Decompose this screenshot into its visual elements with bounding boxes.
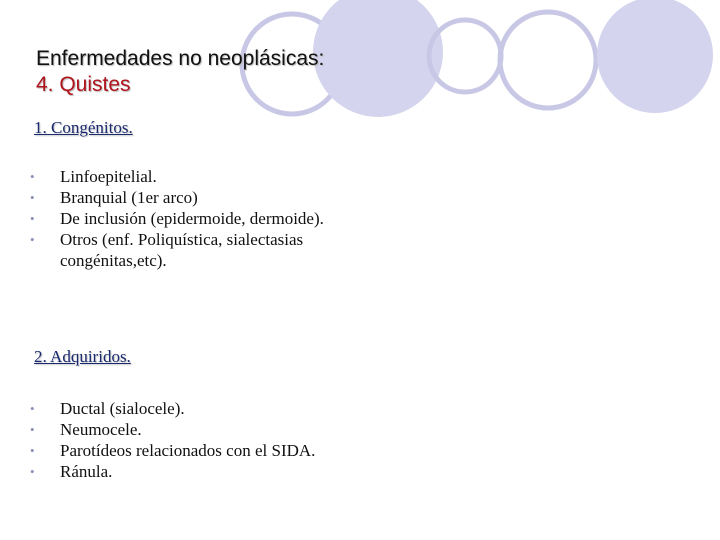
bullet-icon: • <box>30 211 35 226</box>
bullet-icon: • <box>30 422 35 437</box>
bullet-icon: • <box>30 232 35 247</box>
bullet-icon: • <box>30 464 35 479</box>
section-heading-adquiridos: 2. Adquiridos. <box>34 347 131 366</box>
list-item: • Branquial (1er arco) <box>30 188 198 207</box>
list-item: • Linfoepitelial. <box>30 167 157 186</box>
section-heading-congenitos: 1. Congénitos. <box>34 118 133 137</box>
list-item: • Ránula. <box>30 462 113 481</box>
bullet-icon: • <box>30 169 35 184</box>
title-line-2: 4. Quistes <box>36 73 131 96</box>
decorative-circle <box>500 12 596 108</box>
list-item: • Otros (enf. Poliquística, sialectasias congénitas,etc). <box>30 230 304 270</box>
list-item: • Parotídeos relacionados con el SIDA. <box>30 441 316 460</box>
bullet-icon: • <box>30 443 35 458</box>
decorative-circle <box>313 0 443 117</box>
title-line-1: Enfermedades no neoplásicas: <box>36 47 325 70</box>
list-item: • Neumocele. <box>30 420 142 439</box>
list-adquiridos <box>30 398 400 482</box>
list-congenitos <box>30 166 400 271</box>
decorative-circle <box>597 0 713 113</box>
list-item: • Ductal (sialocele). <box>30 399 185 418</box>
bullet-icon: • <box>30 190 35 205</box>
bullet-icon: • <box>30 401 35 416</box>
list-item: • De inclusión (epidermoide, dermoide). <box>30 209 324 228</box>
slide-title <box>36 46 324 98</box>
